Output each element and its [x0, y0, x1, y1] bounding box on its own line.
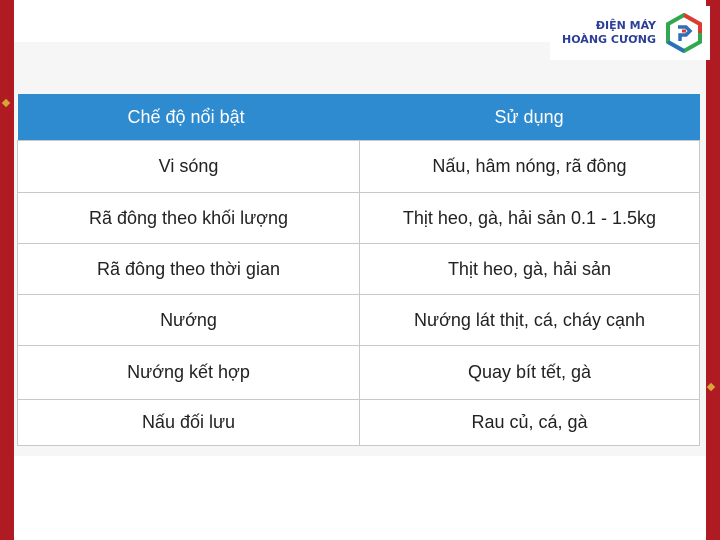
mode-cell: Nướng — [18, 295, 360, 346]
header-usage: Sử dụng — [360, 94, 700, 141]
table-row — [18, 346, 700, 400]
brand-line-1: ĐIỆN MÁY — [595, 19, 656, 32]
usage-cell: Thịt heo, gà, hải sản — [360, 244, 700, 295]
usage-cell: Quay bít tết, gà — [360, 346, 700, 400]
table-row — [18, 295, 700, 346]
mode-cell: Vi sóng — [18, 141, 360, 193]
mode-cell: Rã đông theo thời gian — [18, 244, 360, 295]
left-red-border — [0, 0, 14, 540]
usage-cell: Thịt heo, gà, hải sản 0.1 - 1.5kg — [360, 193, 700, 244]
header-mode: Chế độ nổi bật — [18, 94, 360, 141]
table-row — [18, 141, 700, 193]
table-row — [18, 193, 700, 244]
right-red-border — [706, 0, 720, 540]
usage-cell: Rau củ, cá, gà — [360, 400, 700, 446]
hexagon-logo-icon — [664, 13, 704, 53]
brand-name — [562, 19, 656, 47]
table-row — [18, 400, 700, 446]
usage-cell: Nướng lát thịt, cá, cháy cạnh — [360, 295, 700, 346]
table-row — [18, 244, 700, 295]
usage-cell: Nấu, hâm nóng, rã đông — [360, 141, 700, 193]
brand-logo — [550, 6, 710, 60]
table-header-row — [18, 94, 700, 141]
mode-table — [17, 94, 700, 446]
brand-line-2: HOÀNG CƯƠNG — [562, 33, 656, 46]
mode-cell: Nấu đối lưu — [18, 400, 360, 446]
mode-cell: Nướng kết hợp — [18, 346, 360, 400]
mode-cell: Rã đông theo khối lượng — [18, 193, 360, 244]
